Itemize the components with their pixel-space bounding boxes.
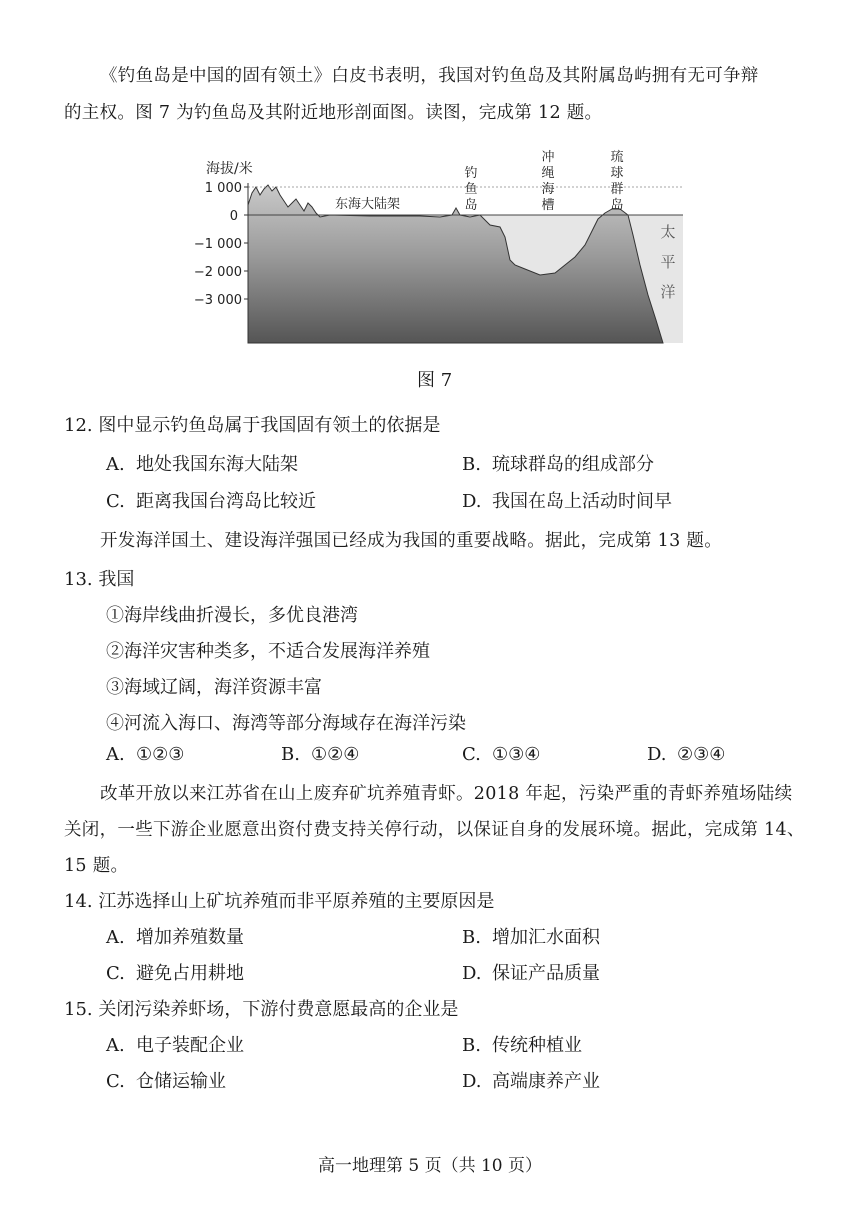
option-text: ①②④ [311,744,360,765]
label-okinawa-trough-char: 海 [541,182,555,197]
option-letter: C. [106,963,125,984]
y-tick-label: 1 000 [204,181,242,196]
label-pacific-char: 平 [660,253,676,271]
option-text: 地处我国东海大陆架 [136,454,298,475]
q15-option-b[interactable] [462,1031,582,1057]
intro-line: 开发海洋国土、建设海洋强国已经成为我国的重要战略。据此，完成第 13 题。 [100,531,722,551]
q13-option-b[interactable] [281,744,359,765]
label-okinawa-trough-char: 槽 [541,198,555,213]
option-text: ②③④ [677,744,726,765]
q13-statement: ②海洋灾害种类多，不适合发展海洋养殖 [106,641,430,662]
q12-option-c[interactable] [106,487,316,513]
intro-line: 改革开放以来江苏省在山上废弃矿坑养殖青虾。2018 年起，污染严重的青虾养殖场陆续 [100,784,793,804]
q13-option-a[interactable] [106,744,184,765]
terrain-profile-figure [193,145,690,350]
question-14-stem: 14. 江苏选择山上矿坑养殖而非平原养殖的主要原因是 [64,891,495,912]
label-east-china-sea-shelf: 东海大陆架 [335,197,401,212]
option-text: 保证产品质量 [492,963,600,984]
option-text: 避免占用耕地 [136,963,244,984]
option-text: 琉球群岛的组成部分 [492,454,654,475]
page-footer: 高一地理第 5 页（共 10 页） [317,1156,543,1176]
option-letter: D. [462,1071,482,1092]
option-letter: C. [106,491,125,512]
q15-option-c[interactable] [106,1067,226,1093]
label-ryukyu-char: 球 [610,166,624,181]
label-okinawa-trough-char: 冲 [541,150,555,165]
q15-option-d[interactable] [462,1067,600,1093]
option-letter: B. [281,744,300,765]
option-letter: C. [106,1071,125,1092]
option-text: 电子装配企业 [136,1035,244,1056]
option-text: 增加汇水面积 [492,927,600,948]
label-okinawa-trough-char: 绳 [541,166,555,181]
label-diaoyu-char: 钓 [464,166,478,181]
y-tick-label: −2 000 [193,265,242,280]
q13-statement: ③海域辽阔，海洋资源丰富 [106,677,322,698]
q14-option-a[interactable] [106,923,244,949]
y-axis-title: 海拔/米 [206,161,253,177]
option-text: 高端康养产业 [492,1071,600,1092]
option-letter: A. [106,454,125,475]
q12-option-b[interactable] [462,450,654,476]
option-text: 仓储运输业 [136,1071,226,1092]
q12-option-d[interactable] [462,487,672,513]
figure-caption: 图 7 [417,370,453,391]
label-ryukyu-char: 琉 [610,150,624,165]
intro-line: 《钓鱼岛是中国的固有领土》白皮书表明，我国对钓鱼岛及其附属岛屿拥有无可争辩 [100,66,759,86]
option-letter: B. [462,927,481,948]
terrain-profile [248,185,663,343]
y-tick-label: 0 [229,209,238,224]
option-text: 我国在岛上活动时间早 [492,491,672,512]
option-letter: D. [462,491,482,512]
q14-option-b[interactable] [462,923,600,949]
intro-line: 关闭，一些下游企业愿意出资付费支持关停行动，以保证自身的发展环境。据此，完成第 14、 [64,820,805,840]
option-text: ①②③ [136,744,185,765]
label-pacific-char: 太 [660,223,676,241]
option-text: 增加养殖数量 [136,927,244,948]
question-12-stem: 12. 图中显示钓鱼岛属于我国固有领土的依据是 [64,415,441,436]
option-text: 传统种植业 [492,1035,582,1056]
y-tick-label: −3 000 [193,293,242,308]
option-letter: B. [462,454,481,475]
y-tick-label: −1 000 [193,237,242,252]
q14-option-d[interactable] [462,959,600,985]
option-letter: A. [106,927,125,948]
option-letter: C. [462,744,481,765]
q13-statement: ④河流入海口、海湾等部分海域存在海洋污染 [106,713,466,734]
intro-line: 的主权。图 7 为钓鱼岛及其附近地形剖面图。读图，完成第 12 题。 [64,103,603,123]
question-15-stem: 15. 关闭污染养虾场，下游付费意愿最高的企业是 [64,999,459,1020]
label-pacific-char: 洋 [660,283,676,301]
label-ryukyu-char: 岛 [610,198,624,213]
option-letter: B. [462,1035,481,1056]
q14-option-c[interactable] [106,959,244,985]
q13-option-c[interactable] [462,744,540,765]
intro-line: 15 题。 [64,856,129,876]
option-letter: D. [647,744,667,765]
option-letter: A. [106,1035,125,1056]
option-letter: D. [462,963,482,984]
q12-option-a[interactable] [106,450,298,476]
q13-option-d[interactable] [647,744,725,765]
label-diaoyu-char: 鱼 [464,182,478,197]
question-13-stem: 13. 我国 [64,569,135,590]
label-diaoyu-char: 岛 [464,198,478,213]
option-text: 距离我国台湾岛比较近 [136,491,316,512]
q13-statement: ①海岸线曲折漫长，多优良港湾 [106,605,358,626]
option-text: ①③④ [492,744,541,765]
q15-option-a[interactable] [106,1031,244,1057]
terrain-profile-svg [193,145,690,350]
option-letter: A. [106,744,125,765]
label-ryukyu-char: 群 [610,182,624,197]
